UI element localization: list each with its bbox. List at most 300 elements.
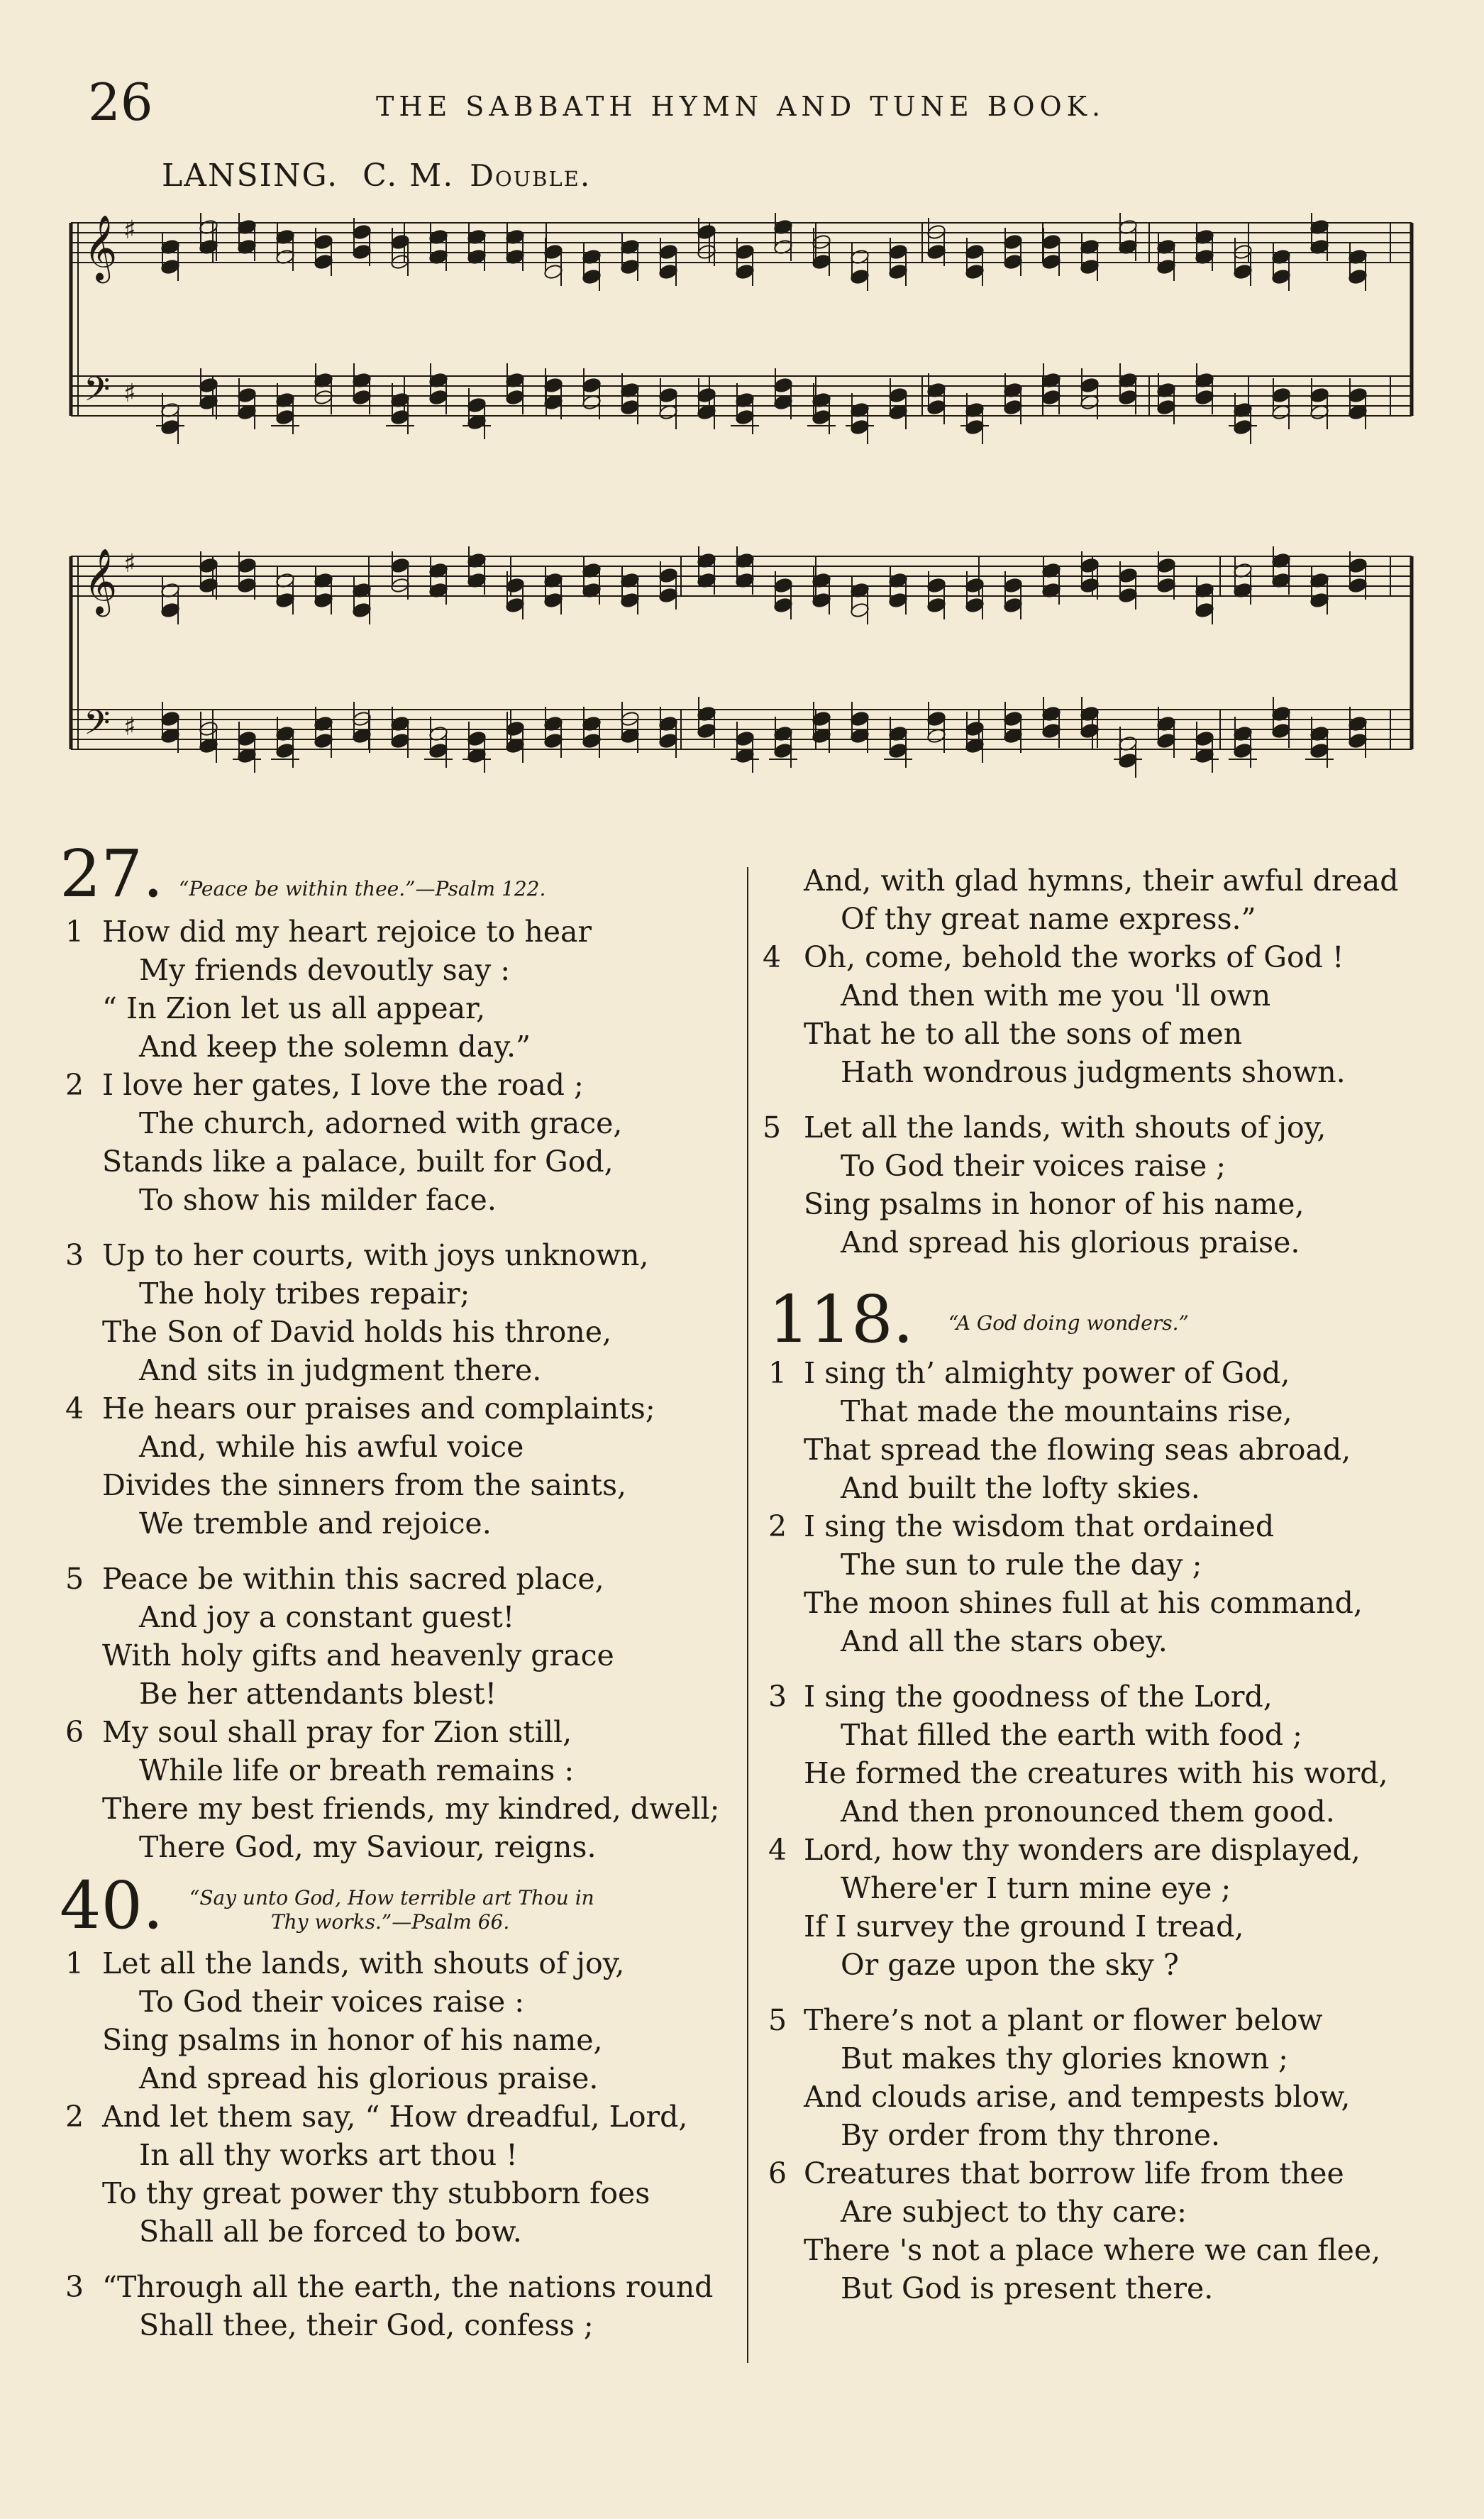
note-head bbox=[1003, 233, 1023, 250]
note-head bbox=[237, 557, 257, 573]
stanza-number: 4 bbox=[763, 940, 782, 974]
note-head bbox=[543, 592, 563, 608]
stanza-line: Where'er I turn mine eye ; bbox=[841, 1871, 1231, 1905]
stanza-line: “Through all the earth, the nations round bbox=[102, 2270, 714, 2304]
stanza-line: He formed the creatures with his word, bbox=[804, 1756, 1388, 1790]
stanza-line: To God their voices raise ; bbox=[841, 1149, 1226, 1183]
note-head bbox=[1348, 557, 1368, 573]
note-head bbox=[352, 602, 372, 618]
tune-name: LANSING. bbox=[162, 158, 339, 194]
hymn-line bbox=[65, 989, 732, 1027]
hymn-line bbox=[65, 2136, 732, 2174]
stanza-line: Sing psalms in honor of his name, bbox=[102, 2023, 603, 2057]
hymn-27-header bbox=[60, 836, 732, 913]
hymn-line bbox=[763, 938, 1472, 976]
note-head bbox=[1233, 263, 1253, 280]
hymn-line bbox=[763, 976, 1472, 1015]
note-head bbox=[735, 243, 755, 260]
stanza-line: While life or breath remains : bbox=[139, 1753, 575, 1787]
stanza-line: My soul shall pray for Zion still, bbox=[102, 1715, 572, 1749]
hymn-number: 27. bbox=[60, 836, 164, 912]
note-head bbox=[543, 263, 563, 280]
hymn-line bbox=[763, 900, 1472, 938]
note-head bbox=[965, 419, 985, 435]
hymn-line bbox=[65, 1351, 732, 1389]
hymn-line bbox=[763, 2001, 1472, 2039]
note-head bbox=[812, 409, 831, 425]
hymn-line bbox=[65, 913, 732, 951]
hymn-line bbox=[763, 1392, 1472, 1431]
note-head bbox=[199, 377, 218, 393]
note-head bbox=[1309, 742, 1329, 759]
stanza-line: There’s not a plant or flower below bbox=[804, 2003, 1323, 2037]
note-head bbox=[697, 224, 716, 240]
note-head bbox=[160, 258, 180, 275]
hymn-line bbox=[763, 1431, 1472, 1469]
stanza-line: And, while his awful voice bbox=[139, 1430, 524, 1464]
note-head bbox=[160, 710, 180, 727]
stanza-line: How did my heart rejoice to hear bbox=[102, 915, 592, 949]
hymn-line bbox=[65, 1636, 732, 1675]
stanza-line: Shall thee, their God, confess ; bbox=[139, 2308, 594, 2342]
hymn-line bbox=[65, 1428, 732, 1466]
note-head bbox=[582, 268, 602, 285]
stanza-number: 5 bbox=[768, 2003, 787, 2037]
stanza-line: And, with glad hymns, their awful dread bbox=[804, 864, 1399, 898]
stanza-number: 2 bbox=[65, 1068, 84, 1102]
hymn-line bbox=[65, 1504, 732, 1543]
note-head bbox=[1003, 253, 1023, 270]
stanza-number: 6 bbox=[65, 1715, 84, 1749]
note-head bbox=[658, 732, 678, 749]
stanza-number: 2 bbox=[65, 2100, 84, 2134]
stanza-line: I sing the wisdom that ordained bbox=[804, 1509, 1275, 1543]
note-head bbox=[1080, 722, 1100, 739]
stanza-line: Shall all be forced to bow. bbox=[139, 2215, 522, 2249]
tune-variant: Double. bbox=[470, 158, 592, 193]
note-head bbox=[1156, 557, 1176, 573]
stanza-line: And spread his glorious praise. bbox=[841, 1225, 1300, 1260]
note-head bbox=[352, 243, 372, 260]
note-head bbox=[1041, 233, 1061, 250]
stanza-line: To thy great power thy stubborn foes bbox=[102, 2176, 650, 2210]
stanza-line: My friends devoutly say : bbox=[139, 953, 511, 987]
note-head bbox=[1003, 577, 1023, 593]
note-head bbox=[965, 577, 985, 593]
stanza-line: He hears our praises and complaints; bbox=[102, 1391, 655, 1426]
stanza-line: Hath wondrous judgments shown. bbox=[841, 1055, 1346, 1089]
note-head bbox=[1233, 742, 1253, 759]
stanza-line: Let all the lands, with shouts of joy, bbox=[102, 1946, 625, 1980]
note-head bbox=[428, 389, 448, 405]
note-head bbox=[390, 557, 410, 573]
note-head bbox=[965, 597, 985, 613]
stanza-line: And all the stars obey. bbox=[841, 1624, 1168, 1658]
hymn-number: 40. bbox=[60, 1868, 164, 1944]
stanza-number: 5 bbox=[65, 1562, 84, 1596]
note-head bbox=[1271, 387, 1291, 403]
hymn-40-header bbox=[60, 1868, 732, 1944]
note-head bbox=[1156, 732, 1176, 749]
hymn-line bbox=[763, 1792, 1472, 1831]
hymn-line bbox=[763, 1015, 1472, 1053]
stanza-line: We tremble and rejoice. bbox=[139, 1506, 492, 1540]
hymn-line bbox=[65, 1142, 732, 1181]
hymn-line bbox=[763, 1946, 1472, 1984]
hymn-line bbox=[763, 1147, 1472, 1185]
hymn-line bbox=[763, 2231, 1472, 2269]
note-head bbox=[1271, 722, 1291, 739]
note-head bbox=[390, 233, 410, 250]
stanza-line: That made the mountains rise, bbox=[841, 1394, 1292, 1428]
hymn-line bbox=[65, 1066, 732, 1104]
note-head bbox=[1156, 258, 1176, 275]
note-head bbox=[467, 397, 487, 413]
right-column bbox=[763, 861, 1472, 2308]
stanza-line: Creatures that borrow life from thee bbox=[804, 2156, 1344, 2190]
note-head bbox=[620, 592, 640, 608]
note-head bbox=[1348, 387, 1368, 403]
note-head bbox=[1118, 752, 1138, 768]
note-head bbox=[314, 253, 333, 270]
hymn-line bbox=[763, 1223, 1472, 1262]
hymn-line bbox=[763, 2154, 1472, 2193]
stanza-line: And joy a constant guest! bbox=[139, 1600, 515, 1634]
hymn-line bbox=[65, 951, 732, 989]
hymn-line bbox=[65, 2212, 732, 2251]
stanza-line: I sing th’ almighty power of God, bbox=[804, 1356, 1290, 1390]
stanza-line: Lord, how thy wonders are displayed, bbox=[804, 1833, 1361, 1867]
note-head bbox=[505, 720, 525, 737]
hymn-line bbox=[65, 1181, 732, 1219]
stanza-number: 1 bbox=[768, 1356, 787, 1390]
stanza-line: Up to her courts, with joys unknown, bbox=[102, 1238, 649, 1272]
note-head bbox=[620, 258, 640, 275]
note-head bbox=[620, 399, 640, 415]
hymn-line bbox=[65, 2059, 732, 2098]
note-head bbox=[850, 268, 870, 285]
note-head bbox=[926, 597, 946, 613]
hymn-line bbox=[763, 1469, 1472, 1507]
left-column bbox=[60, 836, 732, 2344]
note-head bbox=[199, 577, 218, 593]
stanza-line: By order from thy throne. bbox=[841, 2118, 1221, 2152]
note-head bbox=[467, 730, 487, 746]
note-head bbox=[314, 389, 333, 405]
hymn-line bbox=[65, 1983, 732, 2021]
note-head bbox=[1080, 377, 1100, 393]
note-head bbox=[735, 263, 755, 280]
note-head bbox=[505, 577, 525, 593]
treble-clef-icon: 𝄞 bbox=[84, 214, 118, 280]
note-head bbox=[1271, 268, 1291, 285]
note-head bbox=[160, 419, 180, 435]
note-head bbox=[1195, 602, 1214, 618]
hymn-line bbox=[65, 1828, 732, 1866]
note-head bbox=[658, 587, 678, 603]
note-head bbox=[658, 387, 678, 403]
note-head bbox=[658, 567, 678, 583]
hymn-line bbox=[763, 1053, 1472, 1091]
note-head bbox=[428, 742, 448, 759]
note-head bbox=[352, 389, 372, 405]
stanza-line: There God, my Saviour, reigns. bbox=[139, 1830, 597, 1864]
note-head bbox=[1156, 577, 1176, 593]
note-head bbox=[314, 233, 333, 250]
stanza-number: 5 bbox=[763, 1110, 782, 1145]
stanza-line: Let all the lands, with shouts of joy, bbox=[804, 1110, 1327, 1145]
note-head bbox=[773, 742, 793, 759]
treble-clef-icon: 𝄞 bbox=[84, 548, 118, 614]
note-head bbox=[850, 710, 870, 727]
note-head bbox=[888, 742, 908, 759]
hymn-line bbox=[763, 1185, 1472, 1223]
note-head bbox=[1118, 587, 1138, 603]
hymn-line bbox=[65, 2174, 732, 2212]
hymn-line bbox=[65, 2021, 732, 2059]
stanza-line: Or gaze upon the sky ? bbox=[841, 1948, 1179, 1982]
stanza-line: Oh, come, behold the works of God ! bbox=[804, 940, 1344, 974]
note-head bbox=[275, 592, 295, 608]
note-head bbox=[658, 243, 678, 260]
note-head bbox=[1348, 268, 1368, 285]
note-head bbox=[1003, 710, 1023, 727]
stanza-number: 1 bbox=[65, 915, 84, 949]
stanza-line: With holy gifts and heavenly grace bbox=[102, 1638, 614, 1672]
hymn-line bbox=[763, 1108, 1472, 1147]
stanza-line: And then pronounced them good. bbox=[841, 1795, 1335, 1829]
column-divider bbox=[747, 867, 748, 2363]
stanza-line: The Son of David holds his throne, bbox=[102, 1315, 612, 1349]
hymn-line bbox=[763, 1507, 1472, 1545]
note-head bbox=[1309, 592, 1329, 608]
note-head bbox=[237, 387, 257, 403]
stanza-line: The holy tribes repair; bbox=[139, 1277, 470, 1311]
note-head bbox=[1041, 389, 1061, 405]
note-head bbox=[390, 409, 410, 425]
hymn-epigraph: “Say unto God, How terrible art Thou in bbox=[189, 1886, 594, 1909]
note-head bbox=[773, 377, 793, 393]
stanza-number: 3 bbox=[768, 1680, 787, 1714]
stanza-line: And then with me you 'll own bbox=[841, 979, 1271, 1013]
note-head bbox=[1080, 577, 1100, 593]
key-sharp-icon: ♯ bbox=[123, 216, 136, 245]
note-head bbox=[735, 730, 755, 746]
hymn-line bbox=[65, 1274, 732, 1313]
stanza-number: 6 bbox=[768, 2156, 787, 2190]
hymn-118-header bbox=[763, 1281, 1472, 1357]
bass-clef-icon: 𝄢 bbox=[84, 702, 111, 751]
note-head bbox=[1309, 387, 1329, 403]
note-head bbox=[735, 409, 755, 425]
stanza-line: The church, adorned with grace, bbox=[139, 1106, 623, 1140]
hymn-line bbox=[763, 1677, 1472, 1716]
stanza-line: Of thy great name express.” bbox=[841, 902, 1256, 936]
stanza-line: The sun to rule the day ; bbox=[841, 1548, 1202, 1582]
stanza-line: That he to all the sons of men bbox=[804, 1017, 1243, 1051]
note-head bbox=[888, 243, 908, 260]
note-head bbox=[850, 419, 870, 435]
hymn-line bbox=[763, 1584, 1472, 1622]
note-head bbox=[926, 710, 946, 727]
stanza-line: In all thy works art thou ! bbox=[139, 2138, 518, 2172]
note-head bbox=[658, 263, 678, 280]
stanza-number: 3 bbox=[65, 2270, 84, 2304]
note-head bbox=[773, 577, 793, 593]
note-head bbox=[1041, 253, 1061, 270]
tune-meter: C. M. bbox=[362, 158, 455, 194]
stanza-line: That spread the flowing seas abroad, bbox=[804, 1433, 1351, 1467]
stanza-number: 1 bbox=[65, 1946, 84, 1980]
stanza-line: That filled the earth with food ; bbox=[841, 1718, 1302, 1752]
stanza-number: 4 bbox=[65, 1391, 84, 1426]
stanza-line: Be her attendants blest! bbox=[139, 1677, 497, 1711]
note-head bbox=[1003, 399, 1023, 415]
hymn-epigraph: “A God doing wonders.” bbox=[948, 1311, 1189, 1335]
hymn-line bbox=[763, 2269, 1472, 2308]
stanza-line: And let them say, “ How dreadful, Lord, bbox=[102, 2100, 688, 2134]
hymn-line bbox=[65, 1236, 732, 1274]
note-head bbox=[237, 730, 257, 746]
note-head bbox=[1003, 597, 1023, 613]
note-head bbox=[773, 597, 793, 613]
note-head bbox=[1348, 732, 1368, 749]
stanza-line: And sits in judgment there. bbox=[139, 1353, 542, 1387]
hymn-line bbox=[763, 2116, 1472, 2154]
stanza-line: Sing psalms in honor of his name, bbox=[804, 1187, 1305, 1221]
hymn-line bbox=[65, 1104, 732, 1142]
stanza-line: There my best friends, my kindred, dwell; bbox=[102, 1792, 720, 1826]
hymn-line bbox=[65, 2098, 732, 2136]
hymn-epigraph: Thy works.”—Psalm 66. bbox=[271, 1910, 510, 1934]
note-head bbox=[965, 243, 985, 260]
stanza-line: And spread his glorious praise. bbox=[139, 2061, 599, 2095]
hymn-line bbox=[763, 1716, 1472, 1754]
hymn-line bbox=[65, 1598, 732, 1636]
stanza-line: I love her gates, I love the road ; bbox=[102, 1068, 584, 1102]
key-sharp-icon: ♯ bbox=[123, 712, 136, 742]
stanza-line: And keep the solemn day.” bbox=[139, 1030, 531, 1064]
hymn-line bbox=[65, 1466, 732, 1504]
note-head bbox=[352, 224, 372, 240]
stanza-number: 3 bbox=[65, 1238, 84, 1272]
note-head bbox=[697, 722, 716, 739]
note-head bbox=[926, 243, 946, 260]
note-head bbox=[275, 742, 295, 759]
hymn-line bbox=[763, 1354, 1472, 1392]
stanza-line: If I survey the ground I tread, bbox=[804, 1909, 1244, 1944]
hymn-line bbox=[65, 1027, 732, 1066]
note-head bbox=[582, 377, 602, 393]
running-title: THE SABBATH HYMN AND TUNE BOOK. bbox=[376, 91, 1106, 122]
stanza-line: “ In Zion let us all appear, bbox=[102, 991, 486, 1025]
hymn-line bbox=[763, 1831, 1472, 1869]
note-head bbox=[543, 732, 563, 749]
hymn-line bbox=[65, 1560, 732, 1598]
stanza-line: To God their voices raise : bbox=[139, 1985, 525, 2019]
stanza-line: Divides the sinners from the saints, bbox=[102, 1468, 627, 1502]
note-head bbox=[390, 732, 410, 749]
note-head bbox=[1041, 722, 1061, 739]
note-head bbox=[965, 263, 985, 280]
note-head bbox=[314, 732, 333, 749]
hymn-line bbox=[763, 1754, 1472, 1792]
note-head bbox=[697, 387, 716, 403]
note-head bbox=[1195, 389, 1214, 405]
note-head bbox=[1118, 567, 1138, 583]
note-head bbox=[1080, 258, 1100, 275]
note-head bbox=[926, 577, 946, 593]
note-head bbox=[160, 602, 180, 618]
page-number: 26 bbox=[88, 72, 153, 132]
stanza-line: And built the lofty skies. bbox=[841, 1471, 1200, 1505]
note-head bbox=[1233, 419, 1253, 435]
note-head bbox=[850, 602, 870, 618]
stanza-line: I sing the goodness of the Lord, bbox=[804, 1680, 1273, 1714]
note-head bbox=[1195, 730, 1214, 746]
note-head bbox=[505, 389, 525, 405]
note-head bbox=[237, 577, 257, 593]
stanza-line: Stands like a palace, built for God, bbox=[102, 1145, 614, 1179]
note-head bbox=[199, 557, 218, 573]
stanza-line: To show his milder face. bbox=[139, 1183, 497, 1217]
stanza-number: 2 bbox=[768, 1509, 787, 1543]
stanza-line: And clouds arise, and tempests blow, bbox=[804, 2080, 1351, 2114]
hymn-epigraph: “Peace be within thee.”—Psalm 122. bbox=[179, 877, 546, 900]
key-sharp-icon: ♯ bbox=[123, 549, 136, 578]
hymn-line bbox=[763, 2193, 1472, 2231]
hymn-line bbox=[763, 2078, 1472, 2116]
note-head bbox=[314, 592, 333, 608]
hymn-line bbox=[65, 2306, 732, 2344]
bass-clef-icon: 𝄢 bbox=[84, 369, 111, 417]
stanza-line: Peace be within this sacred place, bbox=[102, 1562, 604, 1596]
stanza-number: 4 bbox=[768, 1833, 787, 1867]
note-head bbox=[1348, 577, 1368, 593]
note-head bbox=[812, 710, 831, 727]
hymn-number: 118. bbox=[768, 1281, 914, 1357]
note-head bbox=[965, 720, 985, 737]
note-head bbox=[888, 387, 908, 403]
hymn-line bbox=[65, 1713, 732, 1751]
hymn-line bbox=[65, 1313, 732, 1351]
hymn-line bbox=[65, 1944, 732, 1983]
note-head bbox=[1080, 557, 1100, 573]
hymn-line bbox=[65, 1790, 732, 1828]
hymn-line bbox=[763, 1869, 1472, 1907]
hymn-line bbox=[763, 2039, 1472, 2078]
hymn-line bbox=[763, 1622, 1472, 1660]
hymn-line bbox=[65, 2268, 732, 2306]
note-head bbox=[275, 409, 295, 425]
key-sharp-icon: ♯ bbox=[123, 379, 136, 408]
hymn-line bbox=[65, 1389, 732, 1428]
note-head bbox=[812, 253, 831, 270]
hymn-line bbox=[763, 1907, 1472, 1946]
note-head bbox=[1156, 399, 1176, 415]
hymn-line bbox=[65, 1675, 732, 1713]
note-head bbox=[888, 592, 908, 608]
music-score bbox=[0, 0, 1484, 823]
note-head bbox=[582, 732, 602, 749]
stanza-line: Are subject to thy care: bbox=[841, 2195, 1187, 2229]
stanza-line: The moon shines full at his command, bbox=[804, 1586, 1363, 1620]
hymn-line bbox=[763, 861, 1472, 900]
stanza-line: But makes thy glories known ; bbox=[841, 2041, 1288, 2076]
stanza-line: But God is present there. bbox=[841, 2271, 1214, 2305]
hymn-line bbox=[65, 1751, 732, 1790]
hymn-line bbox=[763, 1545, 1472, 1584]
